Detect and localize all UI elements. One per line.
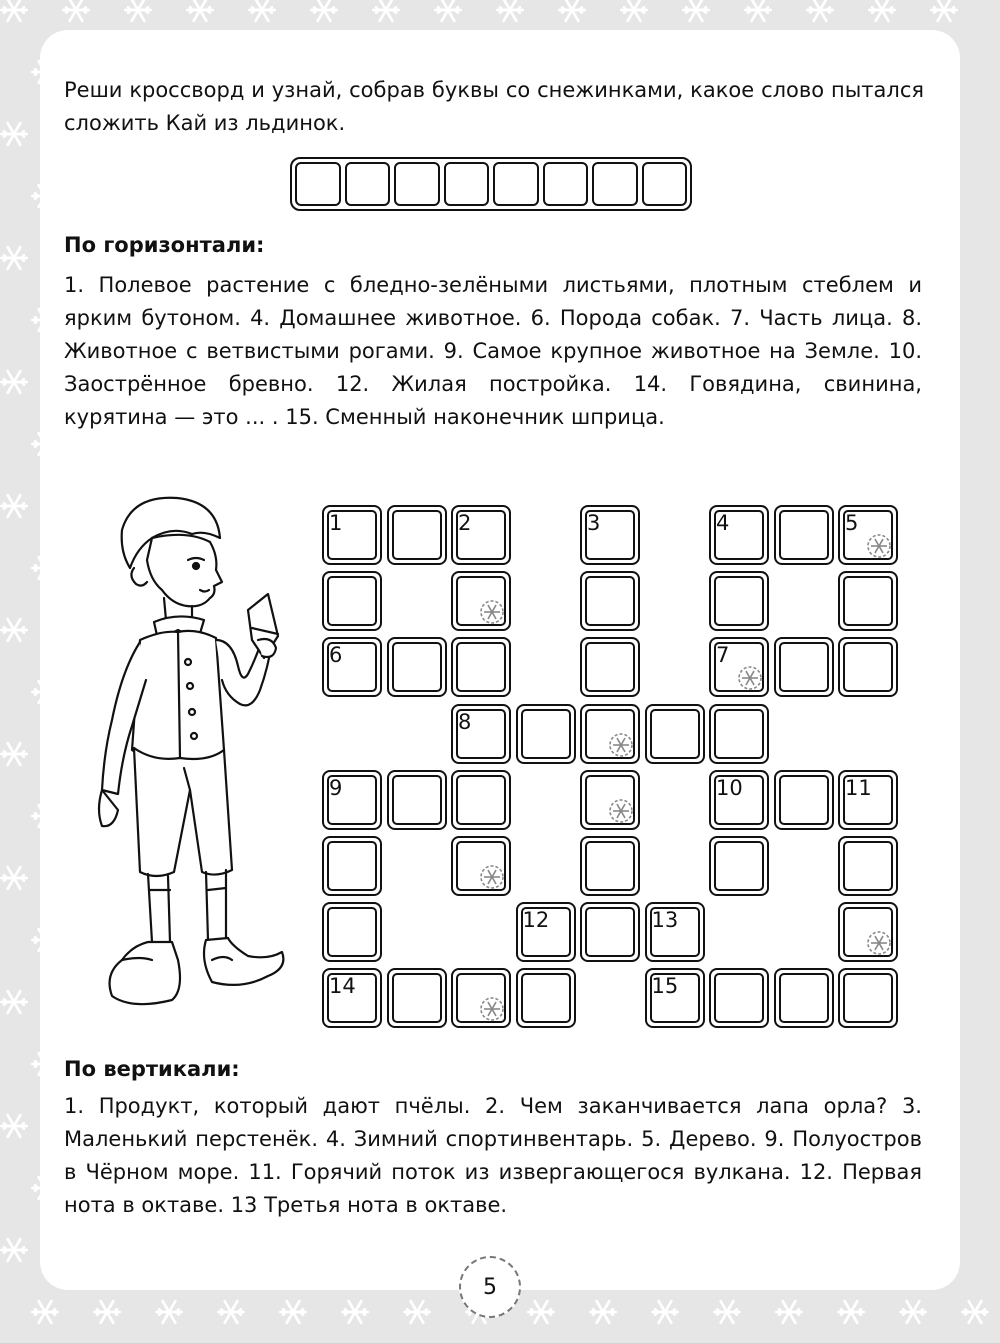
border-snowflake-icon — [528, 1301, 553, 1323]
crossword-cell[interactable] — [580, 637, 640, 697]
border-snowflake-icon — [373, 0, 398, 21]
cell-inner-frame — [456, 642, 506, 692]
cell-inner-frame — [714, 973, 764, 1023]
crossword-cell[interactable] — [322, 902, 382, 962]
border-snowflake-icon — [714, 1301, 739, 1323]
crossword-cell[interactable] — [322, 836, 382, 896]
crossword-cell-2[interactable] — [451, 505, 511, 565]
crossword-cell-1[interactable] — [322, 505, 382, 565]
border-snowflake-icon — [249, 0, 274, 21]
crossword-cell[interactable] — [709, 704, 769, 764]
crossword-cell[interactable] — [580, 704, 640, 764]
border-snowflake-icon — [218, 1301, 243, 1323]
border-snowflake-icon — [32, 1301, 57, 1323]
cell-inner-frame — [392, 775, 442, 825]
clue-number: 8 — [458, 709, 472, 734]
crossword-cell[interactable] — [774, 505, 834, 565]
snowflake-icon — [607, 731, 635, 759]
crossword-cell[interactable] — [580, 770, 640, 830]
border-snowflake-icon — [1, 123, 26, 145]
crossword-cell[interactable] — [580, 902, 640, 962]
crossword-cell[interactable] — [580, 836, 640, 896]
cell-inner-frame — [392, 642, 442, 692]
answer-letter-box[interactable] — [444, 162, 490, 206]
horizontal-clues: 1. Полевое растение с бледно-зелёными листьями, плотным стеблем и ярким бутоном. 4. Домашнее животное. 6. Порода собак. 7. Часть лица. 8. Животное с ветвистыми рогами. 9. Самое крупное животное на Земле. 10. Заострённое бревно. 12. Жилая постройка. 14. Говядина, свинина, курятина — это ... . 15. Сменный наконечник шприца. — [64, 273, 922, 429]
crossword-cell[interactable] — [709, 571, 769, 631]
clue-number: 9 — [329, 775, 343, 800]
cell-inner-frame — [843, 576, 893, 626]
cell-inner-frame — [392, 510, 442, 560]
cell-inner-frame — [779, 775, 829, 825]
cell-inner-frame — [843, 642, 893, 692]
border-snowflake-icon — [280, 1301, 305, 1323]
border-snowflake-icon — [1, 867, 26, 889]
border-snowflake-icon — [900, 1301, 925, 1323]
cell-inner-frame — [585, 841, 635, 891]
border-snowflake-icon — [94, 1301, 119, 1323]
crossword-cell[interactable] — [838, 836, 898, 896]
answer-letter-box[interactable] — [394, 162, 440, 206]
border-snowflake-icon — [652, 1301, 677, 1323]
crossword-cell-11[interactable] — [838, 770, 898, 830]
crossword-cell-5[interactable] — [838, 505, 898, 565]
horizontal-heading: По горизонтали: — [64, 233, 265, 257]
snowflake-icon — [478, 995, 506, 1023]
clue-number: 13 — [651, 908, 679, 933]
crossword-cell[interactable] — [774, 770, 834, 830]
crossword-cell-6[interactable] — [322, 637, 382, 697]
cell-inner-frame — [779, 973, 829, 1023]
clue-number: 6 — [329, 643, 343, 668]
crossword-cell-12[interactable] — [516, 902, 576, 962]
clue-number: 12 — [522, 908, 550, 933]
snowflake-icon — [865, 929, 893, 957]
crossword-cell[interactable] — [838, 902, 898, 962]
cell-inner-frame — [714, 841, 764, 891]
kai-boy-illustration — [92, 490, 302, 1030]
crossword-cell-15[interactable] — [645, 968, 705, 1028]
crossword-cell[interactable] — [451, 770, 511, 830]
crossword-cell[interactable] — [451, 968, 511, 1028]
border-snowflake-icon — [869, 0, 894, 21]
border-snowflake-icon — [1, 1115, 26, 1137]
cell-inner-frame — [650, 709, 700, 759]
border-snowflake-icon — [342, 1301, 367, 1323]
cell-inner-frame — [585, 642, 635, 692]
answer-letter-box[interactable] — [592, 162, 638, 206]
cell-inner-frame — [392, 973, 442, 1023]
crossword-cell[interactable] — [838, 571, 898, 631]
answer-letter-box[interactable] — [295, 162, 341, 206]
border-snowflake-icon — [1, 1239, 26, 1261]
crossword-cell[interactable] — [451, 637, 511, 697]
border-snowflake-icon — [1, 991, 26, 1013]
clue-number: 7 — [716, 643, 730, 668]
crossword-cell[interactable] — [838, 637, 898, 697]
border-snowflake-icon — [156, 1301, 181, 1323]
snowflake-icon — [607, 797, 635, 825]
cell-inner-frame — [327, 841, 377, 891]
crossword-cell-7[interactable] — [709, 637, 769, 697]
cell-inner-frame — [714, 576, 764, 626]
clue-number: 14 — [329, 974, 356, 999]
crossword-cell-13[interactable] — [645, 902, 705, 962]
clue-number: 10 — [716, 775, 743, 800]
vertical-heading: По вертикали: — [64, 1057, 240, 1081]
crossword-cell[interactable] — [774, 637, 834, 697]
border-snowflake-icon — [435, 0, 460, 21]
border-snowflake-icon — [745, 0, 770, 21]
border-snowflake-icon — [962, 1301, 987, 1323]
crossword-cell[interactable] — [774, 968, 834, 1028]
answer-letter-box[interactable] — [543, 162, 589, 206]
border-snowflake-icon — [1, 743, 26, 765]
border-snowflake-icon — [559, 0, 584, 21]
border-snowflake-icon — [497, 0, 522, 21]
cell-inner-frame — [585, 576, 635, 626]
snowflake-icon — [736, 664, 764, 692]
cell-inner-frame — [456, 775, 506, 825]
cell-inner-frame — [714, 709, 764, 759]
border-snowflake-icon — [838, 1301, 863, 1323]
border-snowflake-icon — [683, 0, 708, 21]
border-snowflake-icon — [1, 247, 26, 269]
cell-inner-frame — [843, 841, 893, 891]
page-number: 5 — [483, 1274, 497, 1300]
crossword-cell-3[interactable] — [580, 505, 640, 565]
cell-inner-frame — [521, 709, 571, 759]
crossword-cell[interactable] — [387, 968, 447, 1028]
crossword-cell[interactable] — [322, 571, 382, 631]
cell-inner-frame — [327, 907, 377, 957]
crossword-cell[interactable] — [451, 571, 511, 631]
page-number-badge — [459, 1256, 521, 1318]
crossword-cell-4[interactable] — [709, 505, 769, 565]
clue-number: 15 — [651, 974, 679, 999]
border-snowflake-icon — [404, 1301, 429, 1323]
crossword-cell[interactable] — [387, 637, 447, 697]
border-snowflake-icon — [63, 0, 88, 21]
border-snowflake-icon — [1, 371, 26, 393]
crossword-cell[interactable] — [387, 505, 447, 565]
answer-letter-box[interactable] — [642, 162, 688, 206]
snowflake-icon — [478, 863, 506, 891]
border-snowflake-icon — [621, 0, 646, 21]
border-snowflake-icon — [590, 1301, 615, 1323]
crossword-cell[interactable] — [580, 571, 640, 631]
cell-inner-frame — [327, 576, 377, 626]
crossword-cell[interactable] — [451, 836, 511, 896]
vertical-clues: 1. Продукт, который дают пчёлы. 2. Чем заканчивается лапа орла? 3. Маленький перстенёк. 4. Зимний спортинвентарь. 5. Дерево. 9. Полуостров в Чёрном море. 11. Горячий поток из извергающегося вулкана. 12. Первая нота в октаве. 13 Третья нота в октаве. — [64, 1094, 922, 1217]
border-snowflake-icon — [776, 1301, 801, 1323]
clue-number: 2 — [458, 511, 472, 535]
border-snowflake-icon — [807, 0, 832, 21]
crossword-cell[interactable] — [838, 968, 898, 1028]
crossword-cell-10[interactable] — [709, 770, 769, 830]
cell-inner-frame — [521, 973, 571, 1023]
answer-letter-box[interactable] — [345, 162, 391, 206]
cell-inner-frame — [843, 973, 893, 1023]
cell-inner-frame — [779, 510, 829, 560]
answer-word-boxes — [290, 157, 692, 211]
clue-number: 1 — [329, 511, 343, 535]
border-snowflake-icon — [931, 0, 956, 21]
cell-inner-frame — [585, 907, 635, 957]
border-snowflake-icon — [1, 495, 26, 517]
crossword-cell[interactable] — [516, 968, 576, 1028]
crossword-cell-8[interactable] — [451, 704, 511, 764]
crossword-cell[interactable] — [387, 770, 447, 830]
border-snowflake-icon — [125, 0, 150, 21]
crossword-cell[interactable] — [516, 704, 576, 764]
crossword-cell[interactable] — [709, 836, 769, 896]
answer-letter-box[interactable] — [493, 162, 539, 206]
border-snowflake-icon — [1, 619, 26, 641]
intro-text: Реши кроссворд и узнай, собрав буквы со снежинками, какое слово пытался сложить Кай из льдинок. — [64, 78, 924, 135]
border-snowflake-icon — [311, 0, 336, 21]
crossword-cell[interactable] — [709, 968, 769, 1028]
clue-number: 5 — [845, 511, 859, 535]
clue-number: 11 — [845, 775, 872, 800]
snowflake-icon — [478, 598, 506, 626]
clue-number: 3 — [587, 511, 601, 535]
border-snowflake-icon — [1, 0, 26, 21]
crossword-cell-14[interactable] — [322, 968, 382, 1028]
crossword-cell-9[interactable] — [322, 770, 382, 830]
crossword-cell[interactable] — [645, 704, 705, 764]
clue-number: 4 — [716, 511, 730, 535]
snowflake-icon — [865, 532, 893, 560]
cell-inner-frame — [779, 642, 829, 692]
border-snowflake-icon — [187, 0, 212, 21]
